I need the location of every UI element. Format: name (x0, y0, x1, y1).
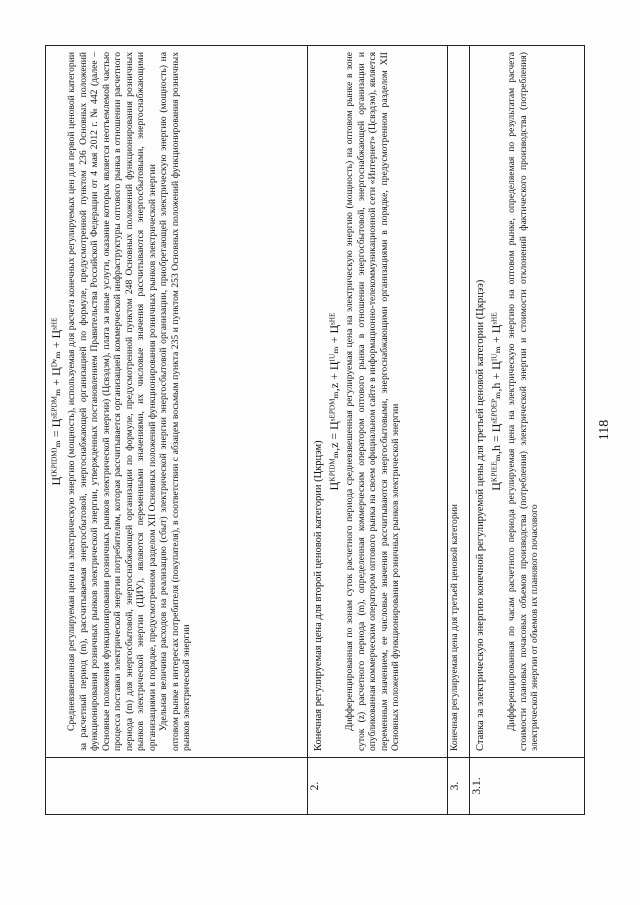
row-header-third-category: Конечная регулируемая цена для третьей ценовой категории (448, 46, 470, 758)
table-row (470, 46, 585, 815)
row-content (470, 46, 585, 758)
table-row (448, 46, 470, 815)
page-number: 118 (597, 419, 612, 441)
row-header-energy-rate: Ставка за электрическую энергию конечной регулируемой цены для третьей ценовой категории (Цкрцээ) (475, 279, 486, 751)
row-number: 3.1. (470, 758, 585, 815)
row-content (308, 46, 448, 758)
rotated-page (45, 45, 612, 815)
row-content (46, 46, 308, 758)
paragraph-weighted-price: Средневзвешенная регулируемая цена на электрическую энергию (мощность), используемая для расчета конечных регулируемых цен для первой ценовой категории за расчетный период (m), рассчитываемая энергосбытовой, энергоснабжающей организацией по формуле, предусмотренной пунктом 236 Основных положений функционирования розничных рынков электрической энергии, утвержденных постановлением Правительства Российской Федерации от 4 мая 2012 г. № 442 (далее – Основные положения функционирования розничных рынков электрической энергии) (Цсвэдэм), плата за иные услуги, оказание которых является неотъемлемой частью процесса поставки электрической энергии потребителям, которая рассчитывается организацией коммерческой инфраструктуры оптового рынка в отношении расчетного периода (m) для энергосбытовой, энергоснабжающей организации по формуле, предусмотренной пунктом 248 Основных положений функционирования розничных рынков электрической энергии (ЦИУ), являются переменными значениями, их числовые значения рассчитываются энергосбытовыми, энергоснабжающими организациями в порядке, предусмотренном разделом XII Основных положений функционирования розничных рынков электрической энергии (66, 52, 158, 751)
row-number: 3. (448, 758, 470, 815)
paragraph-sales-costs: Удельная величина расходов на реализацию (сбыт) электрической энергии энергосбытовой организации, приобретающей электрическую энергию (мощность) на оптовом рынке в интересах потребителя (покупателя), в соответствии с абзацем восьмым пункта 235 и пунктом 253 Основных положений функционирования розничных рынков электрической энергии (158, 52, 192, 751)
row-number: 2. (308, 758, 448, 815)
formula-third-category: Цᴷᴾᴵᴱᴱₘ,h = Цˢᴱᴾᴰᴱᴾₘ,h + Цᴵᵁₘ + Цˢᴴᴱ (489, 312, 503, 491)
formula-second-category: Цᴷᴾᴵᴰᴹₘ,z = Цˢᴱᴾᴰᴹₘ,z + Цᴵᵁₘ + Цˢᴴᴱ (327, 312, 341, 491)
row-number (46, 758, 308, 815)
formula-first-category: Ц⁽ᴷᴾᴵᴰᴹ⁾ₘ = Цˢᴱᴾᴰᴹₘ + Цᴰᵛₘ + Цˢᴴᴱ (49, 317, 63, 486)
row-header-second-category: Конечная регулируемая цена для второй ценовой категории (Цкрцэм) (313, 440, 324, 751)
paragraph-zone-price: Дифференцированная по зонам суток расчетного периода средневзвешенная регулируемая цена на электрическую энергию (мощность) на оптовом рынке в зоне суток (z) расчетного периода (m), определенная коммерческим оператором оптового рынка в отношении энергосбытовой, энергоснабжающей организации и опубликованная коммерческим оператором оптового рынка на своем официальном сайте в информационно-телекоммуникационной сети «Интернет» (Цсвэдэм), является переменным значением, ее числовые значения рассчитываются энергосбытовыми, энергоснабжающими организациями в порядке, предусмотренном разделом XII Основных положений функционирования розничных рынков электрической энергии (344, 52, 401, 751)
paragraph-hourly-price: Дифференцированная по часам расчетного периода регулируемая цена на электрическую энергию на оптовом рынке, определяемая по результатам расчета стоимости плановых почасовых объемов производства (потребления) электрической энергии и стоимости отклонений фактического производства (потребления) электрической энергии от объемов их планового почасового (506, 52, 540, 751)
table-row (46, 46, 308, 815)
table-row (308, 46, 448, 815)
tariff-table (45, 45, 585, 815)
